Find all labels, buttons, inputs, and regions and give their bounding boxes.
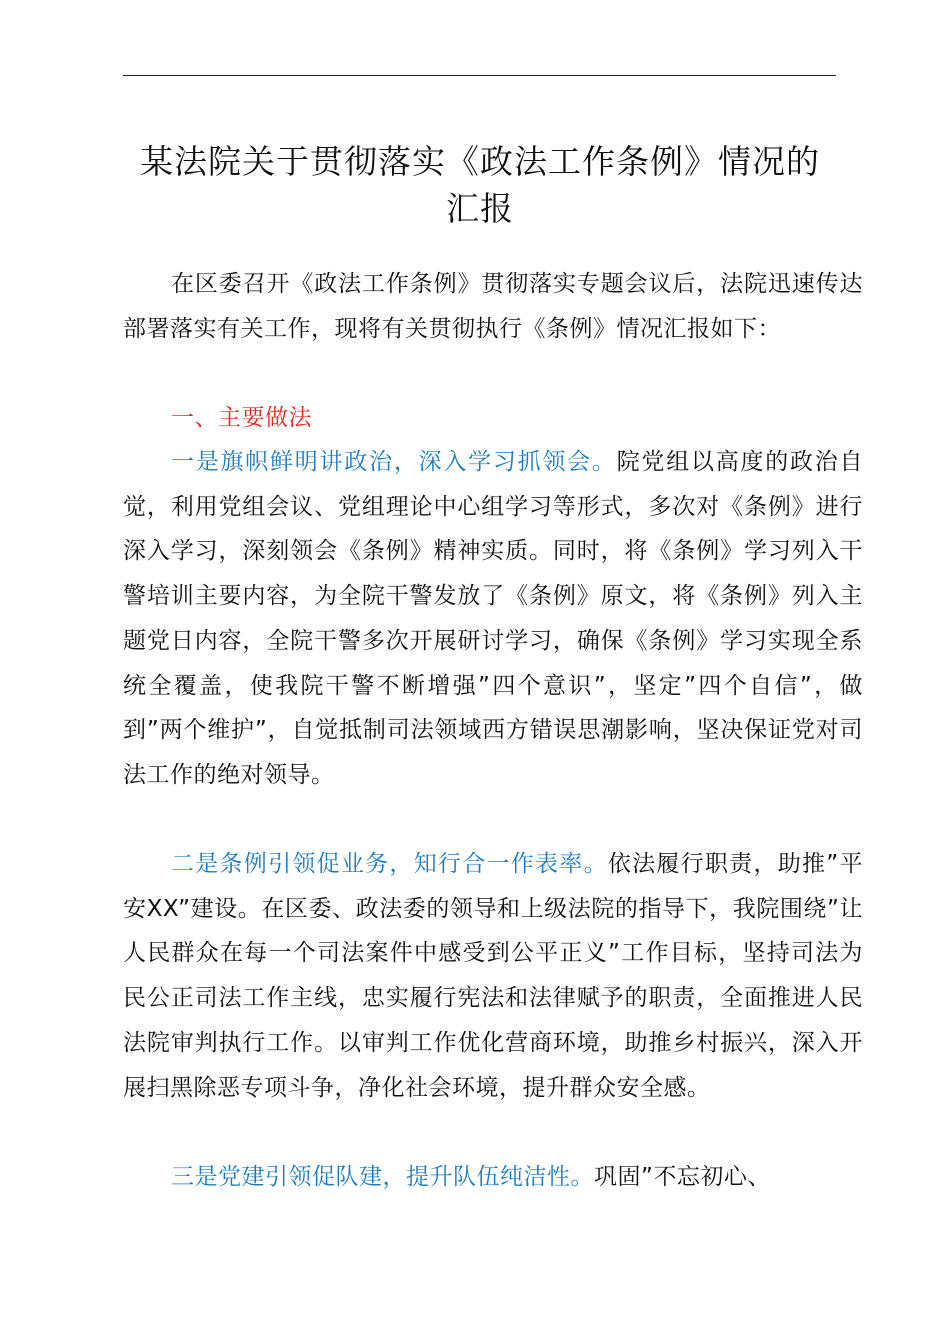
section-heading-label: 一、主要做法 bbox=[171, 405, 312, 431]
paragraph-1-lead: 一是旗帜鲜明讲政治，深入学习抓领会。 bbox=[171, 449, 617, 475]
paragraph-1 bbox=[123, 440, 863, 798]
paragraph-3 bbox=[123, 1155, 863, 1200]
intro-paragraph: 在区委召开《政法工作条例》贯彻落实专题会议后，法院迅速传达部署落实有关工作，现将有关贯彻执行《条例》情况汇报如下： bbox=[123, 271, 863, 342]
document-title bbox=[90, 138, 870, 232]
section-heading bbox=[123, 396, 863, 441]
paragraph-2-lead: 二是条例引领促业务，知行合一作表率。 bbox=[171, 851, 608, 877]
paragraph-2-body: 依法履行职责，助推”平安XX”建设。在区委、政法委的领导和上级法院的指导下，我院围绕”让人民群众在每一个司法案件中感受到公平正义”工作目标，坚持司法为民公正司法工作主线，忠实履行宪法和法律赋予的职责，全面推进人民法院审判执行工作。以审判工作优化营商环境，助推乡村振兴，深入开展扫黑除恶专项斗争，净化社会环境，提升群众安全感。 bbox=[123, 851, 863, 1101]
paragraph-1-body: 院党组以高度的政治自觉，利用党组会议、党组理论中心组学习等形式，多次对《条例》进行深入学习，深刻领会《条例》精神实质。同时，将《条例》学习列入干警培训主要内容，为全院干警发放了《条例》原文，将《条例》列入主题党日内容，全院干警多次开展研讨学习，确保《条例》学习实现全系统全覆盖，使我院干警不断增强”四个意识”，坚定”四个自信”，做到”两个维护”，自觉抵制司法领域西方错误思潮影响，坚决保证党对司法工作的绝对领导。 bbox=[123, 449, 864, 788]
header-rule bbox=[123, 75, 836, 76]
paragraph-3-lead: 三是党建引领促队建，提升队伍纯洁性。 bbox=[171, 1164, 594, 1190]
title-line-2: 汇报 bbox=[446, 189, 514, 228]
paragraph-3-body: 巩固”不忘初心、 bbox=[594, 1164, 771, 1190]
paragraph-2 bbox=[123, 842, 863, 1110]
title-line-1: 某法院关于贯彻落实《政法工作条例》情况的 bbox=[140, 142, 820, 181]
